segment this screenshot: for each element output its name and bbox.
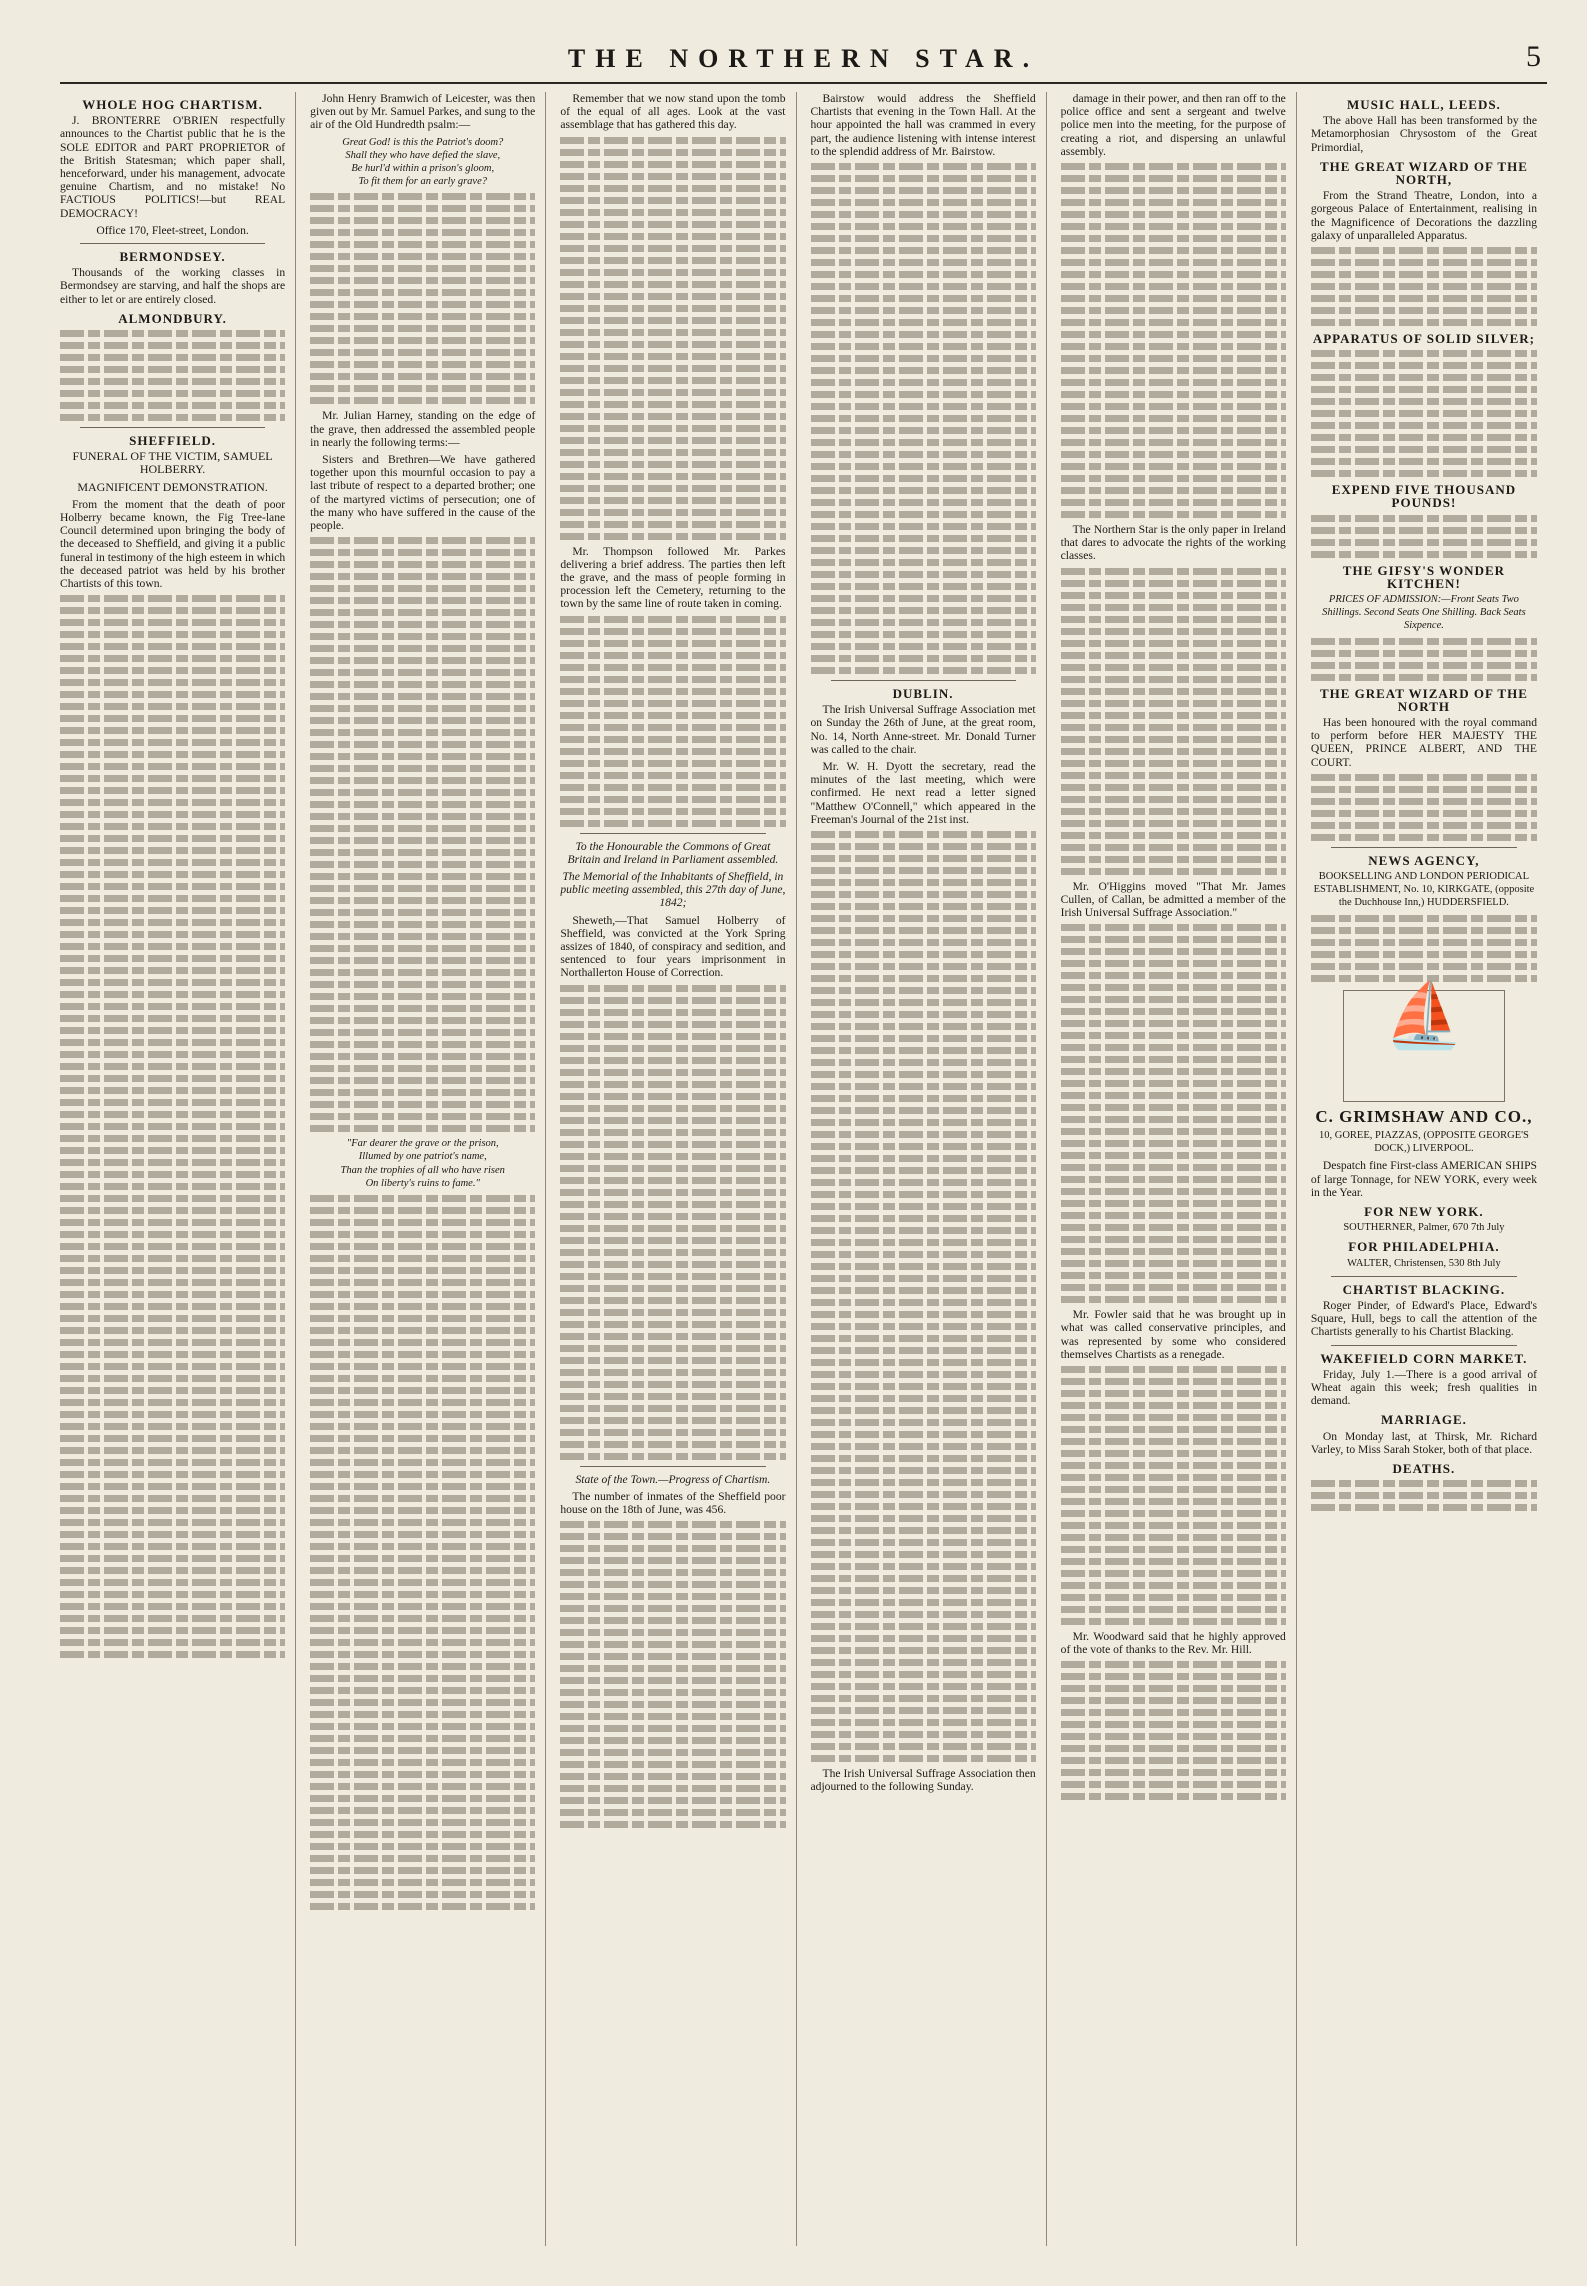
corn-market-text: Friday, July 1.—There is a good arrival of Wheat again this week; fresh qualities in demand. bbox=[1310, 1367, 1537, 1408]
ship-southerner: SOUTHERNER, Palmer, 670 7th July bbox=[1343, 1222, 1505, 1234]
heading-for-philadelphia: FOR PHILADELPHIA. bbox=[1348, 1239, 1500, 1255]
masthead bbox=[60, 40, 1547, 84]
text-block bbox=[1311, 515, 1537, 558]
music-hall-text: The above Hall has been transformed by the Metamorphosian Chrysostom of the Great Primordial, bbox=[1310, 114, 1537, 154]
office-address: Office 170, Fleet-street, London. bbox=[96, 223, 249, 237]
bermondsey-text: Thousands of the working classes in Bermondsey are starving, and half the shops are either to let or are entirely closed. bbox=[60, 266, 286, 306]
state-of-town-text: The number of inmates of the Sheffield poor house on the 18th of June, was 456. bbox=[560, 1489, 786, 1517]
hymn-verse: Great God! is this the Patriot's doom? Shall they who have defied the slave, Be hurl'd within a prison's gloom, To fit them for an early grave? bbox=[342, 136, 504, 188]
text-block bbox=[1311, 638, 1537, 681]
ship-illustration bbox=[1343, 990, 1505, 1102]
divider bbox=[831, 680, 1016, 681]
text-block bbox=[560, 1521, 785, 1828]
grimshaw-address: 10, GOREE, PIAZZAS, (OPPOSITE GEORGE'S DOCK,) LIVERPOOL. bbox=[1318, 1129, 1529, 1155]
news-agency-text: BOOKSELLING AND LONDON PERIODICAL ESTABLISHMENT, No. 10, KIRKGATE, (opposite the Duchhouse Inn,) HUDDERSFIELD. bbox=[1313, 871, 1535, 909]
heading-music-hall: MUSIC HALL, LEEDS. bbox=[1347, 97, 1501, 112]
column-1 bbox=[60, 92, 296, 2246]
police-text: damage in their power, and then ran off to the police office and sent a sergeant and twelve police men into the meeting, for the purpose of creating a riot, and dispersing an unlawful assembly. bbox=[1060, 92, 1286, 158]
memorial-text: Sheweth,—That Samuel Holberry of Sheffield, was convicted at the York Spring assizes of 1840, of conspiracy and sedition, and sentenced to four years imprisonment in Northallerton House of Correction. bbox=[560, 913, 786, 980]
heading-corn-market: WAKEFIELD CORN MARKET. bbox=[1320, 1350, 1528, 1366]
memorial-subheading: The Memorial of the Inhabitants of Sheffield, in public meeting assembled, this 27th day of June, 1842; bbox=[560, 870, 786, 910]
dyott-minutes: Mr. W. H. Dyott the secretary, read the minutes of the last meeting, which were confirmed. He next read a letter signed "Matthew O'Connell," which appeared in the Freeman's Journal of the 21st inst. bbox=[810, 760, 1036, 826]
text-block bbox=[1311, 1480, 1537, 1511]
text-block bbox=[1061, 1661, 1286, 1800]
dublin-adjourn: The Irish Universal Suffrage Association then adjourned to the following Sunday. bbox=[810, 1767, 1036, 1794]
text-block bbox=[560, 137, 785, 540]
heading-deaths: DEATHS. bbox=[1392, 1460, 1456, 1476]
heading-sheffield: SHEFFIELD. bbox=[129, 433, 217, 449]
heading-great-wizard: THE GREAT WIZARD OF THE NORTH, bbox=[1319, 158, 1528, 188]
divider bbox=[1331, 1345, 1517, 1346]
text-block bbox=[1061, 1366, 1286, 1625]
text-block bbox=[560, 616, 785, 827]
wizard-text: From the Strand Theatre, London, into a gorgeous Palace of Entertainment, realising in the Magnificence of Decorations the dazzling galaxy of unparalleled Apparatus. bbox=[1310, 189, 1537, 242]
obrien-announcement: J. BRONTERRE O'BRIEN respectfully announces to the Chartist public that he is the SOLE EDITOR and PART PROPRIETOR of the British Statesman; which paper shall, henceforward, under his management, advocate genuine Chartism, and no mistake! No FACTIOUS POLITICS!—but REAL DEMOCRACY! bbox=[60, 114, 286, 220]
text-block bbox=[1061, 568, 1286, 875]
text-block bbox=[811, 831, 1036, 1762]
thompson-address: Mr. Thompson followed Mr. Parkes delivering a brief address. The parties then left the grave, and the mass of people forming in procession left the Cemetery, returning to the town by the same line of route taken in coming. bbox=[560, 544, 786, 611]
ohiggins-motion: Mr. O'Higgins moved "That Mr. James Cullen, of Callan, be admitted a member of the Irish Universal Suffrage Association." bbox=[1060, 879, 1286, 920]
blacking-text: Roger Pinder, of Edward's Place, Edward's Square, Hull, begs to call the attention of the Chartists generally to his Chartist Blacking. bbox=[1310, 1298, 1537, 1339]
royal-command-text: Has been honoured with the royal command to perform before HER MAJESTY THE QUEEN, PRINCE ALBERT, AND THE COURT. bbox=[1310, 716, 1537, 769]
column-5 bbox=[1061, 92, 1297, 2246]
text-block bbox=[60, 595, 285, 1658]
article-columns bbox=[60, 92, 1547, 2246]
funeral-text: From the moment that the death of poor Holberry became known, the Fig Tree-lane Council determined upon bringing the body of the deceased to Sheffield, and giving it a public funeral in testimony of the high esteem in which the deceased patriot was held by his brother Chartists of this town. bbox=[60, 497, 286, 591]
text-block bbox=[1311, 350, 1537, 477]
subheading-demonstration: MAGNIFICENT DEMONSTRATION. bbox=[77, 479, 268, 494]
text-block bbox=[1311, 774, 1537, 841]
admission-prices: PRICES OF ADMISSION:—Front Seats Two Shillings. Second Seats One Shilling. Back Seats Sixpence. bbox=[1322, 594, 1526, 632]
memorial-heading: To the Honourable the Commons of Great Britain and Ireland in Parliament assembled. bbox=[567, 839, 779, 866]
column-6 bbox=[1311, 92, 1547, 2246]
text-block bbox=[811, 163, 1036, 674]
newspaper-title: THE NORTHERN STAR. bbox=[567, 44, 1040, 73]
heading-almondbury: ALMONDBURY. bbox=[118, 310, 227, 326]
text-block bbox=[310, 1195, 535, 1910]
heading-expend: EXPEND FIVE THOUSAND POUNDS! bbox=[1331, 482, 1517, 511]
harney-intro: Mr. Julian Harney, standing on the edge of the grave, then addressed the assembled people in nearly the following terms:— bbox=[310, 409, 536, 449]
heading-whole-hog-chartism: WHOLE HOG CHARTISM. bbox=[82, 97, 263, 112]
state-of-town-heading: State of the Town.—Progress of Chartism. bbox=[575, 1472, 771, 1486]
heading-for-new-york: FOR NEW YORK. bbox=[1364, 1203, 1484, 1219]
column-4 bbox=[811, 92, 1047, 2246]
divider bbox=[580, 1466, 765, 1467]
bairstow-text: Bairstow would address the Sheffield Chartists that evening in the Town Hall. At the hour appointed the hall was crammed in every part, the audience listening with intense interest to the splendid address of Mr. Bairstow. bbox=[810, 92, 1036, 158]
dublin-meeting: The Irish Universal Suffrage Association met on Sunday the 26th of June, at the great room, No. 14, North Anne-street. Mr. Donald Turner was called to the chair. bbox=[810, 703, 1036, 756]
text-block bbox=[560, 985, 785, 1460]
heading-bermondsey: BERMONDSEY. bbox=[119, 249, 226, 265]
column-2 bbox=[310, 92, 546, 2246]
northern-star-text: The Northern Star is the only paper in Ireland that dares to advocate the rights of the working classes. bbox=[1060, 523, 1286, 563]
tomb-text: Remember that we now stand upon the tomb of the equal of all ages. Look at the vast assemblage that has gathered this day. bbox=[560, 92, 786, 132]
divider bbox=[1331, 1276, 1517, 1277]
harney-speech: Sisters and Brethren—We have gathered together upon this mournful occasion to pay a last tribute of respect to a departed brother; one of the martyred victims of persecution; one of the many who have suffered in the cause of the people. bbox=[310, 453, 536, 533]
heading-wonder-kitchen: THE GIFSY'S WONDER KITCHEN! bbox=[1342, 562, 1506, 591]
column-3 bbox=[560, 92, 796, 2246]
divider bbox=[1331, 847, 1517, 848]
text-block bbox=[1061, 163, 1286, 518]
heading-apparatus: APPARATUS OF SOLID SILVER; bbox=[1312, 331, 1535, 347]
heading-dublin: DUBLIN. bbox=[892, 686, 954, 702]
text-block bbox=[1311, 247, 1537, 326]
ship-walter: WALTER, Christensen, 530 8th July bbox=[1347, 1257, 1501, 1269]
text-block bbox=[60, 330, 285, 421]
text-block bbox=[310, 193, 535, 404]
heading-grimshaw: C. GRIMSHAW AND CO., bbox=[1315, 1106, 1533, 1126]
page-number: 5 bbox=[1526, 40, 1541, 73]
heading-marriage: MARRIAGE. bbox=[1380, 1412, 1467, 1428]
fowler-text: Mr. Fowler said that he was brought up in what was called conservative principles, and was represented by some who considered themselves Chartists as a renegade. bbox=[1060, 1308, 1286, 1361]
text-block bbox=[1061, 924, 1286, 1303]
text-block bbox=[1311, 915, 1537, 982]
ships-text: Despatch fine First-class AMERICAN SHIPS of large Tonnage, for NEW YORK, every week in the Year. bbox=[1310, 1159, 1537, 1199]
hymn-intro: John Henry Bramwich of Leicester, was then given out by Mr. Samuel Parkes, and sung to the air of the Old Hundredth psalm:— bbox=[310, 92, 536, 132]
text-block bbox=[310, 537, 535, 1132]
heading-news-agency: NEWS AGENCY, bbox=[1368, 852, 1480, 868]
woodward-text: Mr. Woodward said that he highly approved of the vote of thanks to the Rev. Mr. Hill. bbox=[1060, 1630, 1286, 1657]
divider bbox=[80, 243, 265, 244]
heading-chartist-blacking: CHARTIST BLACKING. bbox=[1342, 1281, 1506, 1297]
subheading-funeral: FUNERAL OF THE VICTIM, SAMUEL HOLBERRY. bbox=[72, 449, 273, 477]
marriage-text: On Monday last, at Thirsk, Mr. Richard Varley, to Miss Sarah Stoker, both of that place. bbox=[1310, 1429, 1537, 1456]
heading-wizard-royal: THE GREAT WIZARD OF THE NORTH bbox=[1319, 685, 1528, 714]
quoted-verse: "Far dearer the grave or the prison, Illumed by one patriot's name, Than the trophies of all who have risen On liberty's ruins to fame." bbox=[340, 1138, 505, 1189]
divider bbox=[80, 427, 265, 428]
divider bbox=[580, 833, 765, 834]
